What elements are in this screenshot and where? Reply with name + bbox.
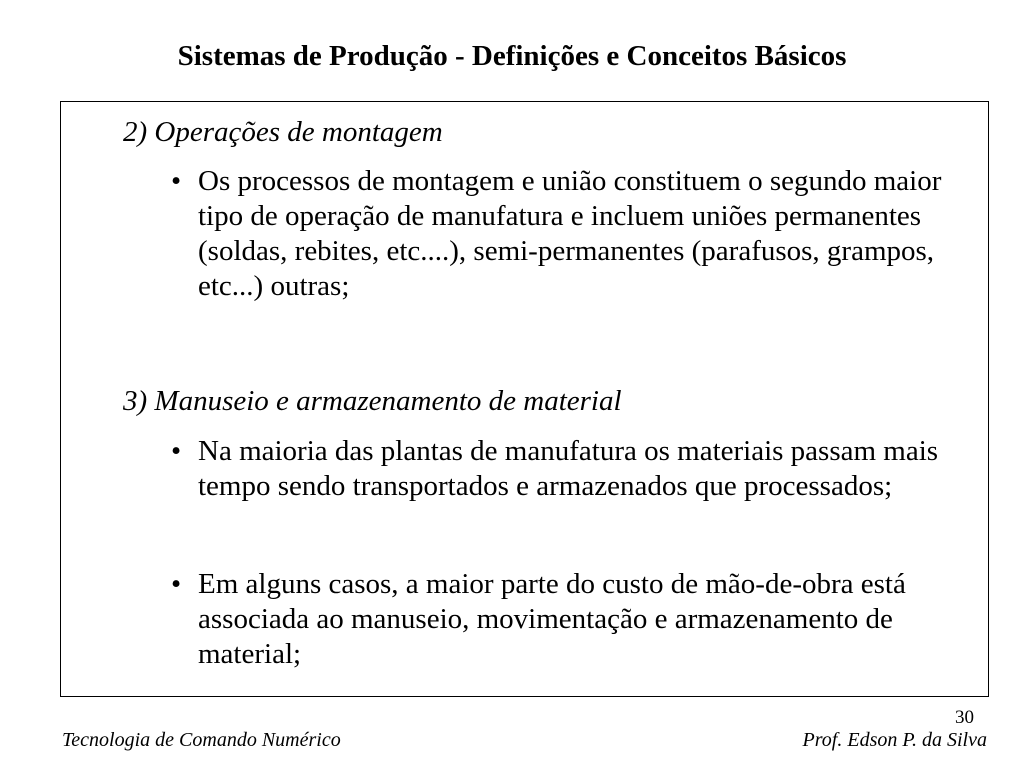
bullet-montagem-processos: [171, 164, 971, 304]
section-heading-manuseio: 3) Manuseio e armazenamento de material: [123, 385, 622, 417]
bullet-symbol: •: [171, 435, 182, 467]
content-box: [60, 101, 989, 697]
slide-number: 30: [955, 707, 974, 728]
bullet-symbol: •: [171, 165, 182, 197]
bullet-manuseio-tempo: [171, 434, 971, 504]
bullet-text: Os processos de montagem e união constituem o segundo maior tipo de operação de manufatura e incluem uniões permanentes (soldas, rebites, etc....), semi-permanentes (parafusos, grampos, etc...) outras;: [198, 165, 942, 302]
bullet-text: Na maioria das plantas de manufatura os materiais passam mais tempo sendo transportados e armazenados que processados;: [198, 435, 939, 502]
bullet-text: Em alguns casos, a maior parte do custo de mão-de-obra está associada ao manuseio, movimentação e armazenamento de material;: [198, 568, 906, 670]
footer-author: Prof. Edson P. da Silva: [802, 729, 987, 751]
bullet-symbol: •: [171, 568, 182, 600]
footer-course: Tecnologia de Comando Numérico: [62, 729, 341, 751]
bullet-manuseio-custo: [171, 567, 971, 672]
section-heading-montagem: 2) Operações de montagem: [123, 116, 443, 148]
slide-title: Sistemas de Produção - Definições e Conceitos Básicos: [177, 40, 847, 72]
